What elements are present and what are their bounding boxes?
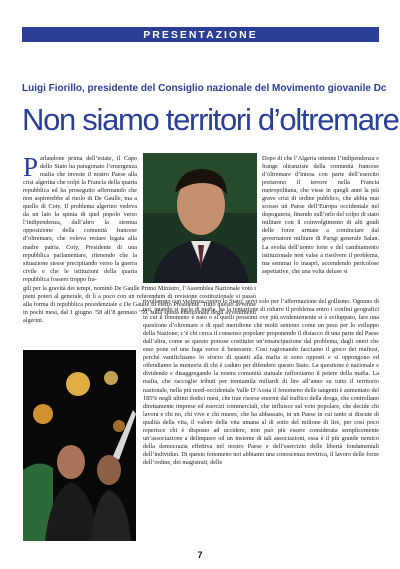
section-banner	[22, 27, 379, 42]
article-column-right	[262, 155, 379, 298]
article-title: Non siamo territori d’oltremare	[22, 102, 399, 137]
article-text-col1: arlandone prima dell’estate, il Capo dello Stato ha paragonato l’emergenza mafia che investe il nostro Paese alla crisi algerina che colpì la Francia della quarta repubblica ed ha proseguito affermando che non aspirerebbe al ruolo di De Gaulle, ma a quello di Coty. Il problema algerino vedeva da un lato la spinta di quel popolo verso l’indipendenza, dall’altro la strenua opposizione della comunità francese d’oltremare, che voleva restare legata alla madre patria. Coty, Presidente di una repubblica parlamentare, ritenendo che la situazione stesse precipitando verso la guerra civile e che le istituzioni della quarta repubblica fossero troppo fra-	[23, 155, 137, 283]
article-column-right-lower	[143, 298, 379, 546]
article-column-left	[23, 155, 137, 285]
article-text-col3-continued: rivoltarono con violenza contro lo Stato; servi solo per l’affermazione del gollismo. Ognuno di noi, quando si parla di mafia, ha la tentazione di ridurre il problema entro i confini geografici in cui il fenomeno è nato o si quelli prossimi ove più evidentemente si è sviluppato, fare una questione d’oltremare o di quel meridione che molti sentono come un peso per lo sviluppo della Nazione; c’è chi cerca il consenso popolare proponendo il distacco di una parte del Paese dall’altra, come se questo potesse costituire un’emancipazione dal problema, dagli oneri che esso pone ed una fuga verso il benessere. Cosi ragionando facciamo il gioco dei mafiosi, perché vanifichiamo lo sforzo di quanti alla mafia si sono opposti e si oppongono ed offendiamo la memoria di chi è caduto per difendere questo Stato. La questione è nazionale e dividendo e disaggregando la nostra comunità statuale rafforziamo il potere della mafia. La mafia, che raccoglie tributi per trentamila miliardi di lire all’anno su tutto il territorio nazionale, nella più nord-occidentale Valle D’Aosta il fenomeno delle tangenti è aumentato del 185% negli ultimi dodici mesi, che trae risorse enormi dal traffico della droga, che controllano direttamente imprese ed esercizi commerciali, che influisce sul voto popolare, che decide chi lavora e chi no, chi vive e chi muore, che ha abbassato, in un Paese in cui tanto si discute di qualità della vita, il valore della vita umana al di sotto del milione di lire, per così poco reperisce chi è disposto ad uccidere, non può più essere considerata semplicemente un’associazione a delinquere od un insieme di tali associazioni, essa è il più grande nemico della democrazia effettiva nel nostro Paese e dell’esercizio delle libertà fondamentali dell’individuo. Di questo fenomeno noi abbiamo una conoscenza novtrica, il lavoro delle forze dell’ordine, dei magistrati, delle	[143, 298, 379, 466]
page-number: 7	[197, 550, 203, 560]
article-text-col1-continued: gili per la gravità dei tempi, nominò De Gaulle Primo Ministro, l’Assemblea Nazionale votò i pieni poteri al generale, di lì a poco con un referendum di revisione costituzionale si passò alla forma di repubblica presidenziale e De Gaulle fu eletto Presidente. Tutto questo avvenne in pochi mesi, dal 1 giugno ’58 all’8 gennaio ’59, sulla spinta emozionale degli avvenimenti algerini.	[23, 285, 256, 325]
torchlight-image	[23, 350, 136, 541]
portrait-photo	[143, 153, 257, 283]
byline: Luigi Fiorillo, presidente del Consiglio nazionale del Movimento giovanile Dc	[22, 83, 387, 94]
drop-cap: P	[23, 155, 39, 182]
article-text-col3: Dopo di che l’Algeria ottenne l’indipendenza e frange oltranziste della comunità francese d’oltremare d’intesa con parte dell’esercito portarono il terrore nella Francia metropolitana, che visse in quegli anni la più grave crisi di ordine pubblico, che abbia mai scosso un Paese dell’Europa occidentale nel dopoguerra, finendo sull’orlo del colpo di stato militare con il coinvolgimento di alti gradi delle forze armate a cominciare dal governatore militare di Parigi generale Salan. La svolta dell’uomo forte e del cambiamento istituzionale non valse a risolvere il problema, ma semmai lo inasprì, accendendo pericolose aspettative, che una volta deluse si	[262, 155, 379, 275]
torchlight-photo	[23, 350, 136, 541]
portrait-image	[143, 153, 257, 283]
section-label: PRESENTAZIONE	[143, 28, 258, 41]
